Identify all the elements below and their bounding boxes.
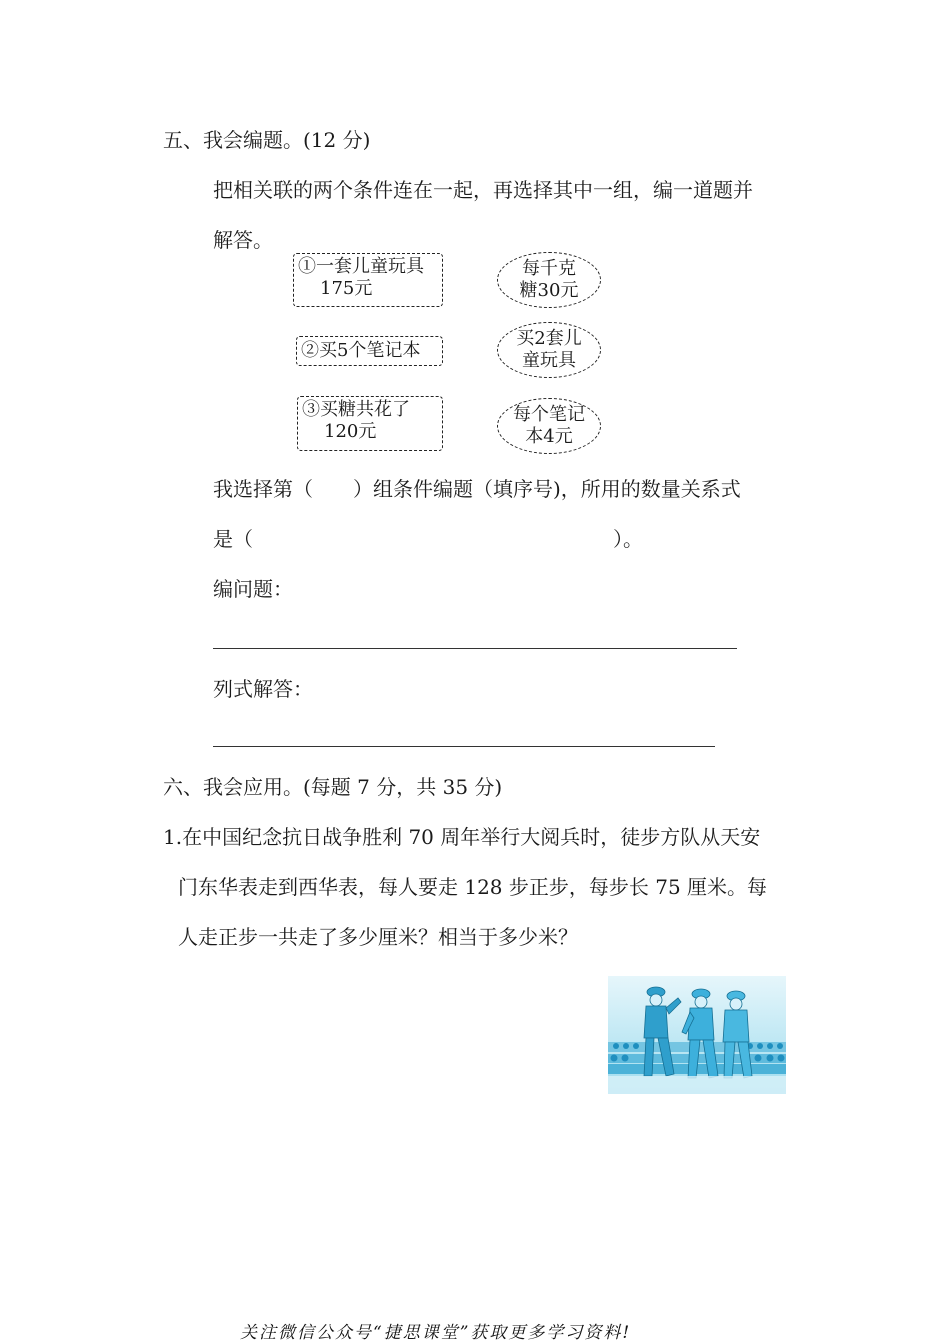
oval-2-line-2: 童玩具 [522, 350, 576, 371]
oval-3-line-1: 每个笔记 [513, 404, 585, 425]
section-6-title: 六、我会应用。(每题 7 分，共 35 分) [163, 775, 503, 799]
solve-label: 列式解答： [213, 677, 313, 701]
oval-1-line-2: 糖30元 [519, 280, 579, 301]
condition-1-line-1: ①一套儿童玩具 [298, 256, 424, 277]
oval-2-line-1: 买2套儿 [516, 328, 582, 349]
footer-promo-text: 关注微信公众号“捷思课堂”获取更多学习资料! [240, 1323, 632, 1343]
instruction-line-1: 把相关联的两个条件连在一起，再选择其中一组，编一道题并 [213, 178, 753, 202]
condition-3-line-1: ③买糖共花了 [302, 399, 410, 420]
condition-3-line-2: 120元 [324, 421, 377, 442]
condition-2-line-1: ②买5个笔记本 [301, 340, 421, 361]
compose-label: 编问题： [213, 577, 293, 601]
condition-box-3[interactable] [297, 396, 443, 451]
oval-3-line-2: 本4元 [525, 426, 573, 447]
solve-answer-line[interactable] [213, 746, 715, 747]
compose-answer-line[interactable] [213, 648, 737, 649]
instruction-line-2: 解答。 [213, 228, 273, 252]
condition-oval-1[interactable] [497, 252, 601, 308]
condition-box-1[interactable] [293, 253, 443, 307]
oval-1-line-1: 每千克 [522, 258, 576, 279]
condition-oval-2[interactable] [497, 322, 601, 378]
condition-oval-3[interactable] [497, 398, 601, 454]
choose-line-1: 我选择第（ ）组条件编题（填序号)，所用的数量关系式 [213, 477, 741, 501]
condition-1-line-2: 175元 [320, 278, 373, 299]
condition-box-2[interactable] [296, 336, 443, 366]
question-1-line-1: 1.在中国纪念抗日战争胜利 70 周年举行大阅兵时，徒步方队从天安 [163, 825, 761, 849]
section-5-title: 五、我会编题。(12 分) [163, 128, 371, 152]
parade-soldiers-illustration [608, 976, 786, 1094]
choose-line-2: 是（ ）。 [213, 527, 643, 551]
question-1-line-3: 人走正步一共走了多少厘米？相当于多少米？ [178, 925, 578, 949]
question-1-line-2: 门东华表走到西华表，每人要走 128 步正步，每步长 75 厘米。每 [178, 875, 768, 899]
